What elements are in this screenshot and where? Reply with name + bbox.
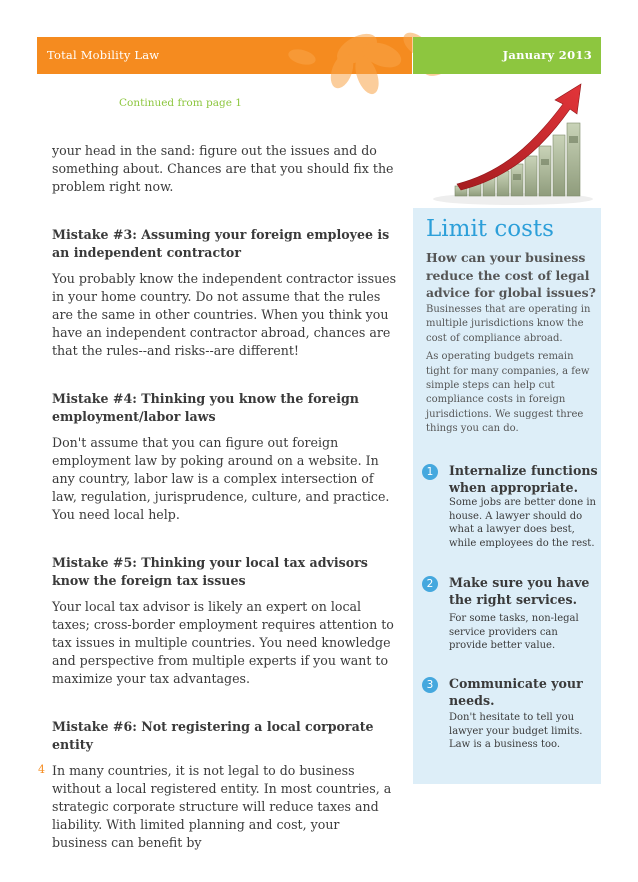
tip-text: For some tasks, non-legal service providers can provide better value. <box>449 613 579 652</box>
mistake-body: In many countries, it is not legal to do business without a local registered entity. In most countries, a strategic corporate structure will reduce taxes and liability. With limited planning and cost, your business can benefit by <box>52 763 392 850</box>
tip-number-badge: 3 <box>422 677 438 693</box>
sidebar-paragraph: As operating budgets remain tight for many companies, a few simple steps can help cut compliance costs in foreign jurisdictions. We suggest three things you can do. <box>426 351 590 435</box>
mistake-section <box>52 554 397 688</box>
sidebar-title: Limit costs <box>426 216 554 242</box>
tip-heading: Make sure you have the right services. <box>449 575 590 607</box>
mistake-section <box>52 226 397 360</box>
limit-costs-sidebar <box>413 208 601 784</box>
sidebar-body <box>426 303 598 441</box>
tip-heading: Communicate your needs. <box>449 676 583 708</box>
mistake-body: Your local tax advisor is likely an expert on local taxes; cross-border employment requires attention to tax issues in multiple countries. You need knowledge and perspective from multiple experts if you want to maximize your tax advantages. <box>52 599 394 686</box>
header-bar-left <box>37 37 412 74</box>
page-number: 4 <box>38 763 45 776</box>
mistake-heading: Mistake #4: Thinking you know the foreign employment/labor laws <box>52 391 359 424</box>
newsletter-title: Total Mobility Law <box>47 48 160 62</box>
continued-note: Continued from page 1 <box>119 97 242 109</box>
mistake-heading: Mistake #6: Not registering a local corporate entity <box>52 719 374 752</box>
issue-date: January 2013 <box>502 48 592 62</box>
header-bar-right <box>413 37 601 74</box>
tip-text: Don't hesitate to tell you lawyer your budget limits. Law is a business too. <box>449 712 583 751</box>
money-growth-arrow-icon <box>413 74 601 208</box>
tip-number-badge: 1 <box>422 464 438 480</box>
intro-paragraph: your head in the sand: figure out the issues and do something about. Chances are that you should fix the problem right now. <box>52 143 394 194</box>
tip-heading: Internalize functions when appropriate. <box>449 463 598 495</box>
tip-text: Some jobs are better done in house. A lawyer should do what a lawyer does best, while employees do the rest. <box>449 497 596 549</box>
mistake-heading: Mistake #5: Thinking your local tax advisors know the foreign tax issues <box>52 555 368 588</box>
tip-number-badge: 2 <box>422 576 438 592</box>
mistake-body: You probably know the independent contractor issues in your home country. Do not assume that the rules are the same in other countries. When you think you have an independent contractor abroad, chances are that the rules--and risks--are different! <box>52 271 397 358</box>
main-column <box>52 142 397 882</box>
mistake-section <box>52 718 397 852</box>
sidebar-subtitle: How can your business reduce the cost of legal advice for global issues? <box>426 250 596 300</box>
sidebar-paragraph: Businesses that are operating in multiple jurisdictions know the cost of compliance abroad. <box>426 304 591 344</box>
mistake-body: Don't assume that you can figure out foreign employment law by poking around on a website. In any country, labor law is a complex intersection of law, regulation, jurisprudence, culture, and practice. You need local help. <box>52 435 390 522</box>
mistake-heading: Mistake #3: Assuming your foreign employee is an independent contractor <box>52 227 390 260</box>
mistake-section <box>52 390 397 524</box>
